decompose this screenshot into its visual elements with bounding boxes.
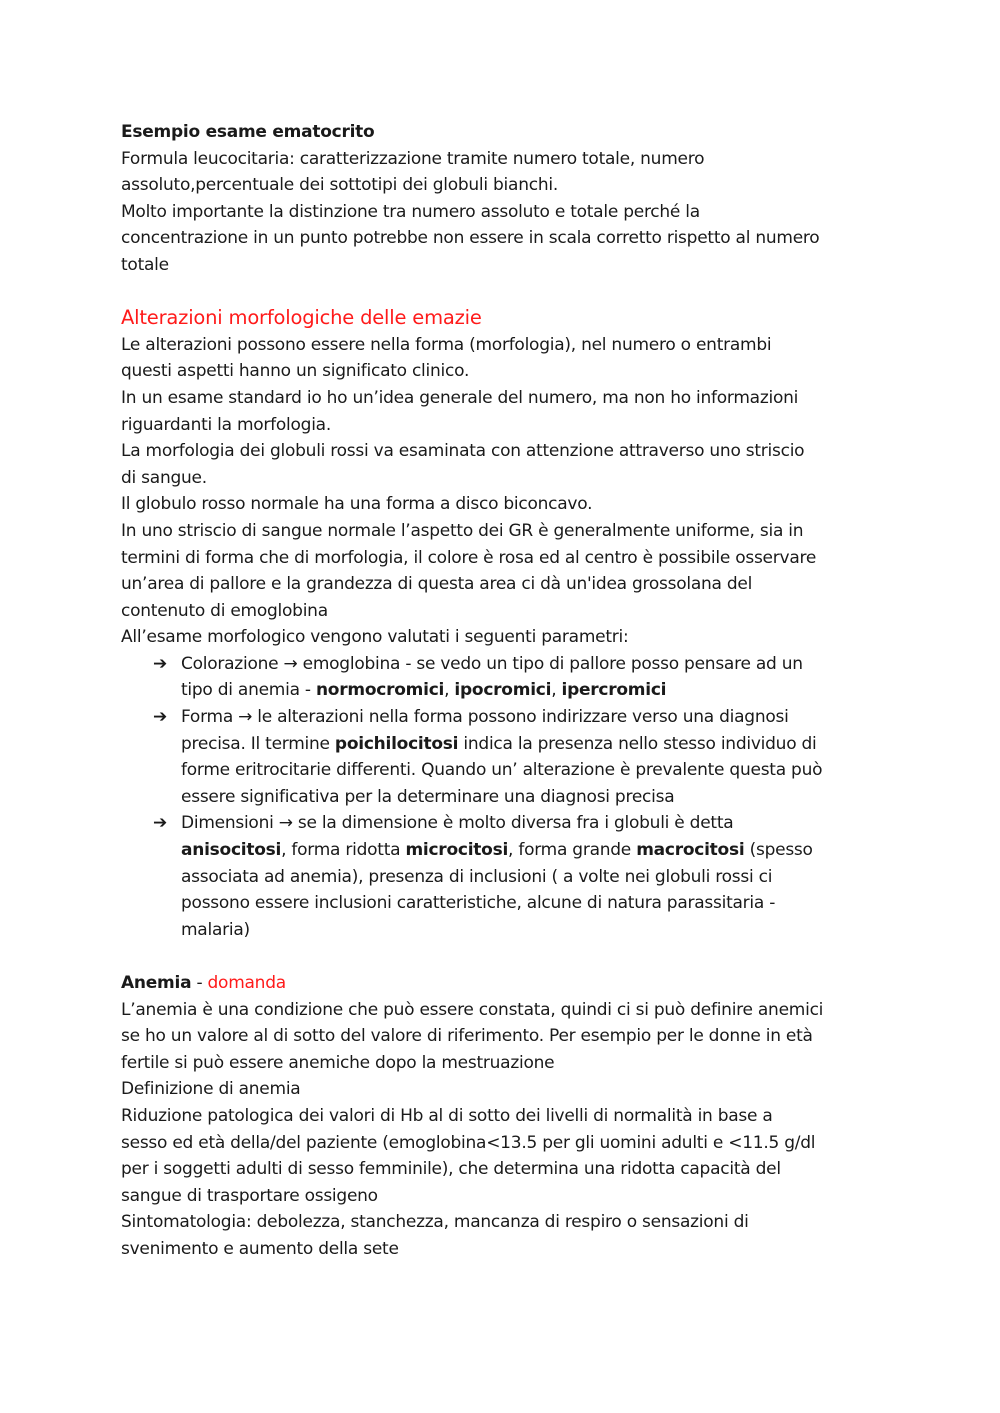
- paragraph-line: Le alterazioni possono essere nella forma (morfologia), nel numero o entrambi: [121, 334, 772, 355]
- paragraph-line: Molto importante la distinzione tra numero assoluto e totale perché la: [121, 201, 700, 222]
- domanda-tag: domanda: [207, 973, 286, 993]
- paragraph-line: termini di forma che di morfologia, il colore è rosa ed al centro è possibile osservare: [121, 547, 817, 568]
- list-item-line: [181, 731, 891, 758]
- text-run: indica la presenza nello stesso individuo di: [458, 733, 817, 754]
- paragraph-line: Il globulo rosso normale ha una forma a disco biconcavo.: [121, 494, 593, 515]
- paragraph-line: sesso ed età della/del paziente (emoglobina<13.5 per gli uomini adulti e <11.5 g/dl: [121, 1132, 816, 1153]
- spacer: [121, 943, 891, 970]
- paragraph-line: totale: [121, 254, 169, 275]
- paragraph-line: svenimento e aumento della sete: [121, 1238, 399, 1259]
- list-item-line: malaria): [181, 919, 250, 940]
- arrow-bullet-icon: ➔: [153, 653, 168, 674]
- paragraph-line: un’area di pallore e la grandezza di questa area ci dà un'idea grossolana del: [121, 574, 753, 595]
- list-item-forma: [121, 704, 891, 810]
- paragraph-line: Riduzione patologica dei valori di Hb al di sotto dei livelli di normalità in base a: [121, 1105, 773, 1126]
- paragraph-line: Sintomatologia: debolezza, stanchezza, mancanza di respiro o sensazioni di: [121, 1212, 749, 1233]
- list-item-line: Colorazione → emoglobina - se vedo un tipo di pallore posso pensare ad un: [181, 653, 803, 674]
- term-poichilocitosi: poichilocitosi: [334, 733, 459, 754]
- paragraph-line: In un esame standard io ho un’idea generale del numero, ma non ho informazioni: [121, 387, 799, 408]
- text-run: ,: [551, 680, 562, 701]
- arrow-bullet-icon: ➔: [153, 707, 168, 728]
- section-alterazioni: [121, 305, 891, 943]
- term-normocromici: normocromici: [315, 680, 445, 701]
- paragraph-line: questi aspetti hanno un significato clinico.: [121, 361, 470, 382]
- paragraph-line: sangue di trasportare ossigeno: [121, 1185, 378, 1206]
- term-ipocromici: ipocromici: [454, 680, 552, 701]
- paragraph-line: per i soggetti adulti di sesso femminile), che determina una ridotta capacità del: [121, 1159, 781, 1180]
- section-anemia: [121, 970, 891, 1263]
- section-heading: Alterazioni morfologiche delle emazie: [121, 306, 482, 330]
- paragraph-line: riguardanti la morfologia.: [121, 414, 332, 435]
- paragraph-line: fertile si può essere anemiche dopo la mestruazione: [121, 1052, 555, 1073]
- text-run: (spesso: [744, 840, 813, 861]
- text-run: -: [191, 973, 208, 993]
- paragraph-line: assoluto,percentuale dei sottotipi dei globuli bianchi.: [121, 175, 558, 196]
- paragraph-line: In uno striscio di sangue normale l’aspetto dei GR è generalmente uniforme, sia in: [121, 520, 804, 541]
- paragraph-line: Formula leucocitaria: caratterizzazione tramite numero totale, numero: [121, 148, 705, 169]
- list-item-line: associata ad anemia), presenza di inclusioni ( a volte nei globuli rossi ci: [181, 866, 773, 887]
- paragraph-line: concentrazione in un punto potrebbe non essere in scala corretto rispetto al numero: [121, 228, 820, 249]
- text-run: , forma ridotta: [281, 840, 406, 861]
- list-item-line: [181, 677, 891, 704]
- arrow-bullet-icon: ➔: [153, 813, 168, 834]
- document-page: [121, 119, 891, 1263]
- paragraph-line: L’anemia è una condizione che può essere constata, quindi ci si può definire anemici: [121, 999, 824, 1020]
- paragraph-line: La morfologia dei globuli rossi va esaminata con attenzione attraverso uno striscio: [121, 441, 805, 462]
- paragraph-line: se ho un valore al di sotto del valore di riferimento. Per esempio per le donne in età: [121, 1026, 813, 1047]
- paragraph-line: All’esame morfologico vengono valutati i seguenti parametri:: [121, 627, 629, 648]
- list-item-colorazione: [121, 651, 891, 704]
- paragraph-line: contenuto di emoglobina: [121, 600, 328, 621]
- term-ipercromici: ipercromici: [561, 680, 667, 701]
- list-item-line: forme eritrocitarie differenti. Quando un’ alterazione è prevalente questa può: [181, 760, 823, 781]
- list-item-line: Forma → le alterazioni nella forma possono indirizzare verso una diagnosi: [181, 707, 789, 728]
- list-item-line: essere significativa per la determinare una diagnosi precisa: [181, 786, 675, 807]
- spacer: [121, 279, 891, 306]
- list-item-line: possono essere inclusioni caratteristiche, alcune di natura parassitaria -: [181, 893, 776, 914]
- text-run: , forma grande: [508, 840, 637, 861]
- paragraph-line: Definizione di anemia: [121, 1079, 301, 1100]
- list-item-line: [181, 837, 891, 864]
- text-run: tipo di anemia -: [181, 680, 316, 701]
- paragraph-line: di sangue.: [121, 467, 207, 488]
- term-macrocitosi: macrocitosi: [636, 840, 745, 861]
- parameters-list: [121, 651, 891, 944]
- section-title: [121, 970, 891, 997]
- term-anisocitosi: anisocitosi: [181, 840, 282, 861]
- list-item-line: Dimensioni → se la dimensione è molto diversa fra i globuli è detta: [181, 813, 734, 834]
- text-run: ,: [444, 680, 455, 701]
- term-microcitosi: microcitosi: [405, 840, 509, 861]
- list-item-dimensioni: [121, 810, 891, 943]
- section-ematocrito: [121, 119, 891, 279]
- text-run: precisa. Il termine: [181, 733, 335, 754]
- section-title: Esempio esame ematocrito: [121, 122, 375, 142]
- anemia-title: Anemia: [121, 973, 192, 993]
